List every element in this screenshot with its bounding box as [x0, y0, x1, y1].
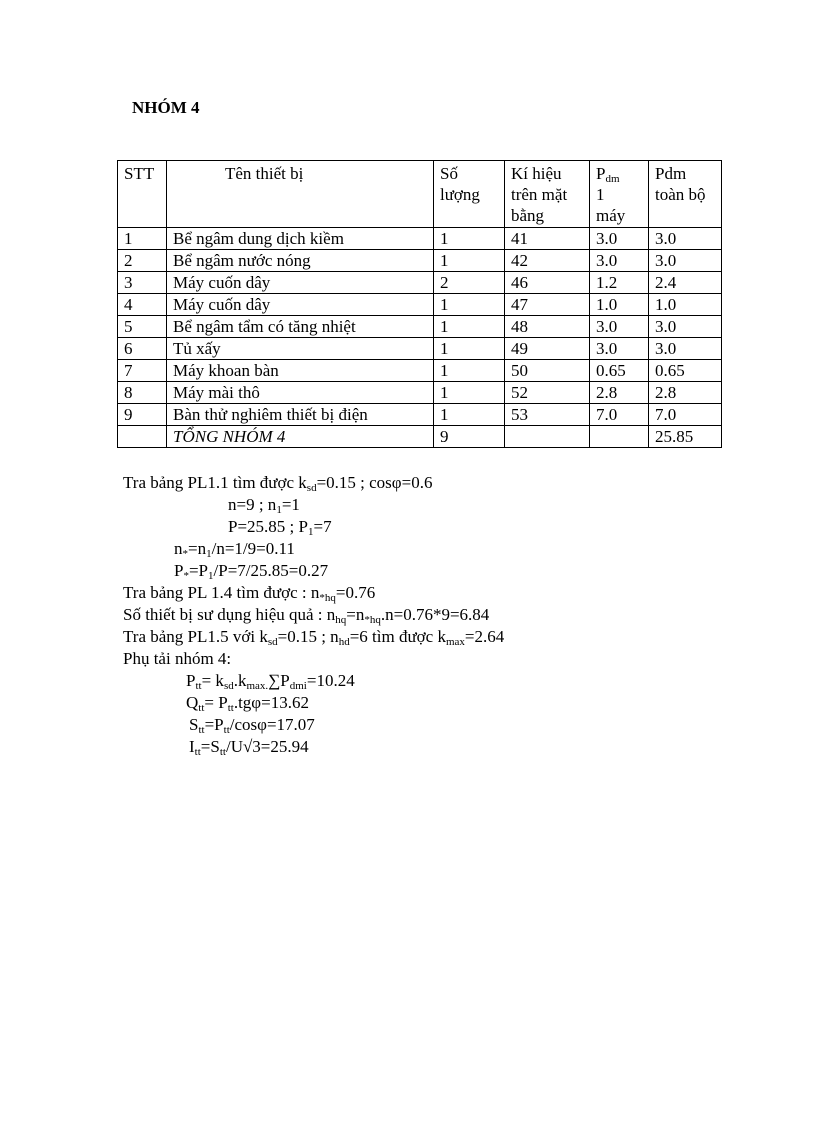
calc-line-nstar: $n_*=n_1/n=1/9=0.11$	[174, 539, 295, 560]
total-ptotal: 25.85	[649, 426, 722, 448]
header-qty: Số lượng	[434, 161, 505, 228]
cell-qty: 1	[434, 294, 505, 316]
cell-name: Bể ngâm nước nóng	[167, 250, 434, 272]
cell-symbol: 46	[505, 272, 590, 294]
table-row	[118, 404, 722, 426]
cell-p1: 3.0	[590, 228, 649, 250]
cell-symbol: 47	[505, 294, 590, 316]
cell-p1: 3.0	[590, 250, 649, 272]
calc-line-pstar: $P_*=P_1/P=7/25.85=0.27$	[174, 561, 329, 582]
calc-line-kmax: Tra bảng PL1.5 với $k_{sd}=0.15$ ; $n_{hd}=6$ tìm được $k_{max}=2.64$	[123, 627, 505, 648]
cell-name: Tủ xấy	[167, 338, 434, 360]
header-symbol: Kí hiệu trên mặt bằng	[505, 161, 590, 228]
calc-line-n: n=9 ; $n_1=1$	[228, 495, 300, 516]
cell-qty: 2	[434, 272, 505, 294]
device-table	[117, 160, 722, 448]
cell-stt: 8	[118, 382, 167, 404]
cell-symbol: 50	[505, 360, 590, 382]
cell-stt: 6	[118, 338, 167, 360]
cell-name: Máy cuốn dây	[167, 272, 434, 294]
table-total-row	[118, 426, 722, 448]
cell-qty: 1	[434, 382, 505, 404]
calc-line-stt: $S_{tt}=P_{tt}/\cos\varphi=17.07$	[189, 715, 315, 736]
page-title: NHÓM 4	[132, 98, 200, 117]
cell-stt: 5	[118, 316, 167, 338]
table-body	[118, 228, 722, 426]
calc-line-load-heading: Phụ tải nhóm 4:	[123, 649, 232, 668]
cell-ptotal: 2.8	[649, 382, 722, 404]
cell-name: Máy khoan bàn	[167, 360, 434, 382]
table-row	[118, 382, 722, 404]
table-row	[118, 272, 722, 294]
cell-qty: 1	[434, 404, 505, 426]
cell-p1: 1.0	[590, 294, 649, 316]
cell-ptotal: 3.0	[649, 250, 722, 272]
cell-ptotal: 0.65	[649, 360, 722, 382]
cell-p1: 0.65	[590, 360, 649, 382]
header-pdm-one: $P_{dm}$ 1 máy	[590, 161, 649, 228]
total-qty: 9	[434, 426, 505, 448]
table-row	[118, 338, 722, 360]
cell-ptotal: 3.0	[649, 316, 722, 338]
cell-p1: 1.2	[590, 272, 649, 294]
cell-p1: 3.0	[590, 316, 649, 338]
cell-stt: 9	[118, 404, 167, 426]
cell-symbol: 41	[505, 228, 590, 250]
calc-line-nhq: Số thiết bị sư dụng hiệu quả : $n_{hq}=n_{*hq}.n=0.76*9=6.84$	[123, 605, 490, 626]
calc-line-p: P=25.85 ; $P_1=7$	[228, 517, 332, 538]
cell-qty: 1	[434, 250, 505, 272]
cell-ptotal: 1.0	[649, 294, 722, 316]
cell-name: Bàn thử nghiêm thiết bị điện	[167, 404, 434, 426]
cell-name: Bể ngâm dung dịch kiềm	[167, 228, 434, 250]
cell-p1: 3.0	[590, 338, 649, 360]
cell-ptotal: 2.4	[649, 272, 722, 294]
cell-symbol: 49	[505, 338, 590, 360]
table-row	[118, 316, 722, 338]
total-p1	[590, 426, 649, 448]
cell-p1: 7.0	[590, 404, 649, 426]
cell-stt: 4	[118, 294, 167, 316]
cell-stt: 7	[118, 360, 167, 382]
total-stt	[118, 426, 167, 448]
cell-name: Bể ngâm tẩm có tăng nhiệt	[167, 316, 434, 338]
cell-name: Máy cuốn dây	[167, 294, 434, 316]
cell-p1: 2.8	[590, 382, 649, 404]
cell-ptotal: 3.0	[649, 338, 722, 360]
table-row	[118, 228, 722, 250]
cell-qty: 1	[434, 338, 505, 360]
calc-line-ksd: Tra bảng PL1.1 tìm được $k_{sd}=0.15$ ; cosφ=0.6	[123, 473, 433, 494]
calc-line-qtt: $Q_{tt}= P_{tt}.tg\varphi=13.62$	[186, 693, 309, 714]
table-row	[118, 250, 722, 272]
cell-ptotal: 3.0	[649, 228, 722, 250]
header-pdm-total: Pdm toàn bộ	[649, 161, 722, 228]
header-stt: STT	[118, 161, 167, 228]
total-symbol	[505, 426, 590, 448]
cell-stt: 1	[118, 228, 167, 250]
cell-ptotal: 7.0	[649, 404, 722, 426]
cell-qty: 1	[434, 316, 505, 338]
cell-symbol: 52	[505, 382, 590, 404]
calc-line-nhq-star: Tra bảng PL 1.4 tìm được : $n_{*hq}=0.76$	[123, 583, 376, 604]
cell-qty: 1	[434, 360, 505, 382]
cell-symbol: 53	[505, 404, 590, 426]
table-header-row	[118, 161, 722, 228]
cell-stt: 2	[118, 250, 167, 272]
calc-line-ptt: $P_{tt}= k_{sd}.k_{max.}\sum P_{dmi}=10.24$	[186, 671, 355, 692]
table-row	[118, 294, 722, 316]
calc-line-itt: $I_{tt}=S_{tt}/U√3=25.94$	[189, 737, 309, 758]
cell-symbol: 42	[505, 250, 590, 272]
header-name: Tên thiết bị	[167, 161, 434, 228]
total-label: TỔNG NHÓM 4	[167, 426, 434, 448]
cell-qty: 1	[434, 228, 505, 250]
cell-stt: 3	[118, 272, 167, 294]
cell-name: Máy mài thô	[167, 382, 434, 404]
table-row	[118, 360, 722, 382]
cell-symbol: 48	[505, 316, 590, 338]
